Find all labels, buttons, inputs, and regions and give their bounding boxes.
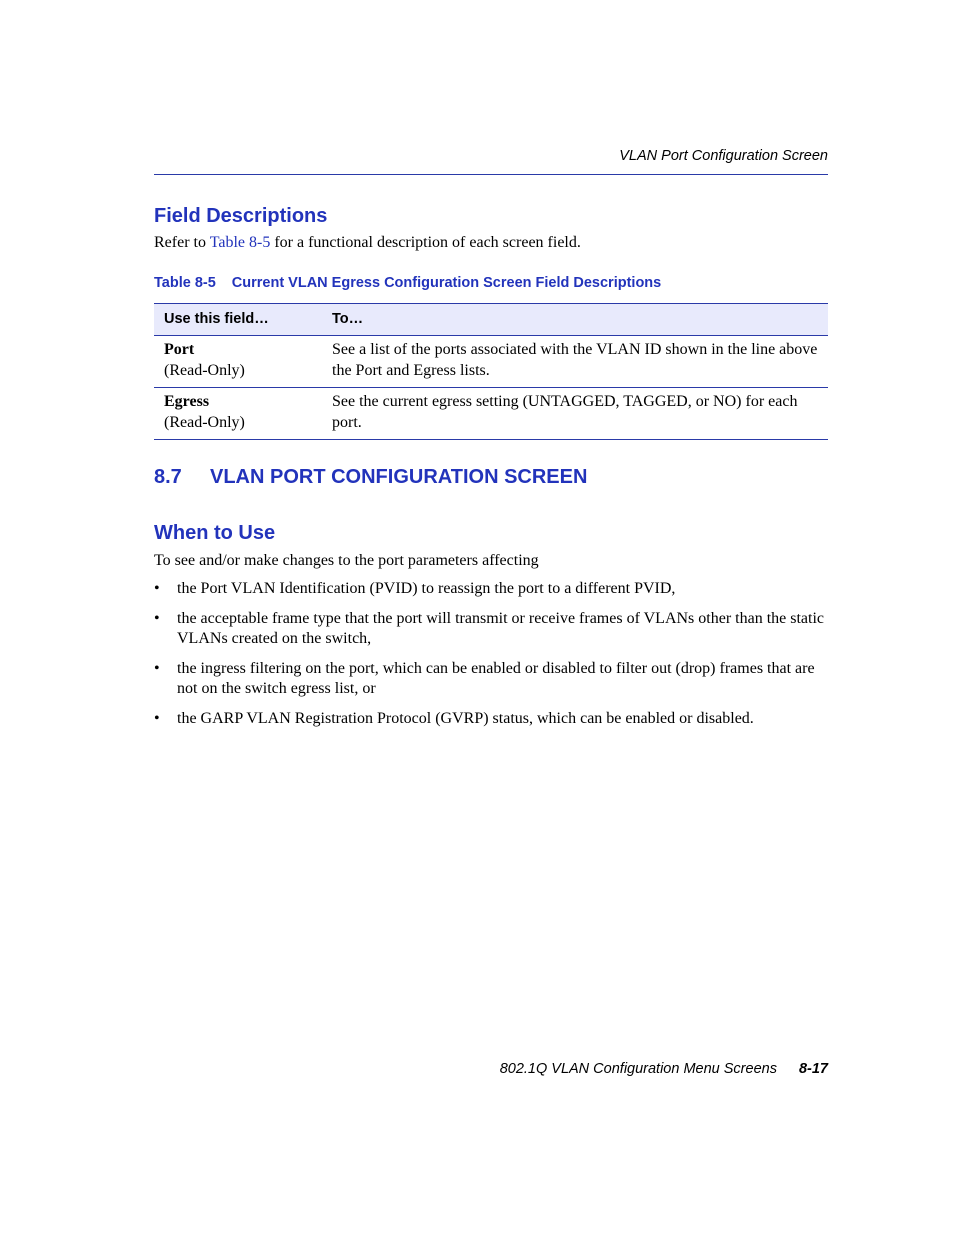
footer-book-title: 802.1Q VLAN Configuration Menu Screens xyxy=(499,1061,777,1077)
table-cell-description: See the current egress setting (UNTAGGED, TAGGED, or NO) for each port. xyxy=(322,388,828,440)
running-header: VLAN Port Configuration Screen xyxy=(619,148,828,164)
table-cell-field xyxy=(154,388,322,440)
table-cell-description: See a list of the ports associated with the VLAN ID shown in the line above the Port and Egress lists. xyxy=(322,336,828,388)
intro-text-after: for a functional description of each screen field. xyxy=(270,234,581,251)
table-row xyxy=(154,388,828,440)
section-heading xyxy=(154,466,587,489)
section-number: 8.7 xyxy=(154,466,182,488)
field-descriptions-intro xyxy=(154,233,581,253)
table-8-5-link[interactable]: Table 8-5 xyxy=(209,234,271,251)
table-caption xyxy=(154,275,661,291)
intro-text-before: Refer to xyxy=(154,234,210,251)
table-row xyxy=(154,336,828,388)
column-header-field: Use this field… xyxy=(154,304,322,336)
field-name: Egress xyxy=(164,393,210,410)
table-caption-number: Table 8-5 xyxy=(154,275,216,291)
section-title: VLAN PORT CONFIGURATION SCREEN xyxy=(210,466,588,488)
list-item xyxy=(154,579,834,599)
bullet-icon: • xyxy=(154,580,160,597)
header-rule xyxy=(154,174,828,175)
table-caption-title: Current VLAN Egress Configuration Screen Field Descriptions xyxy=(231,275,662,291)
list-item-text: the GARP VLAN Registration Protocol (GVRP) status, which can be enabled or disabled. xyxy=(177,710,754,727)
field-qualifier: (Read-Only) xyxy=(164,362,245,379)
when-to-use-list xyxy=(154,579,834,739)
field-qualifier: (Read-Only) xyxy=(164,414,245,431)
list-item xyxy=(154,659,834,699)
bullet-icon: • xyxy=(154,710,160,727)
table-header-row xyxy=(154,304,828,336)
list-item xyxy=(154,609,834,649)
table-cell-field xyxy=(154,336,322,388)
list-item-text: the ingress filtering on the port, which can be enabled or disabled to filter out (drop) frames that are not on the switch egress list, or xyxy=(177,660,815,697)
page-number: 8-17 xyxy=(798,1061,828,1077)
when-to-use-heading: When to Use xyxy=(154,522,276,544)
bullet-icon: • xyxy=(154,660,160,677)
field-descriptions-table xyxy=(154,303,828,440)
list-item-text: the acceptable frame type that the port will transmit or receive frames of VLANs other than the static VLANs created on the switch, xyxy=(177,610,825,647)
list-item-text: the Port VLAN Identification (PVID) to reassign the port to a different PVID, xyxy=(177,580,676,597)
when-to-use-intro: To see and/or make changes to the port parameters affecting xyxy=(154,552,539,569)
bullet-icon: • xyxy=(154,610,160,627)
column-header-description: To… xyxy=(322,304,828,336)
field-descriptions-heading: Field Descriptions xyxy=(154,205,328,227)
page-footer xyxy=(500,1061,828,1077)
field-name: Port xyxy=(164,341,195,358)
list-item xyxy=(154,709,834,729)
